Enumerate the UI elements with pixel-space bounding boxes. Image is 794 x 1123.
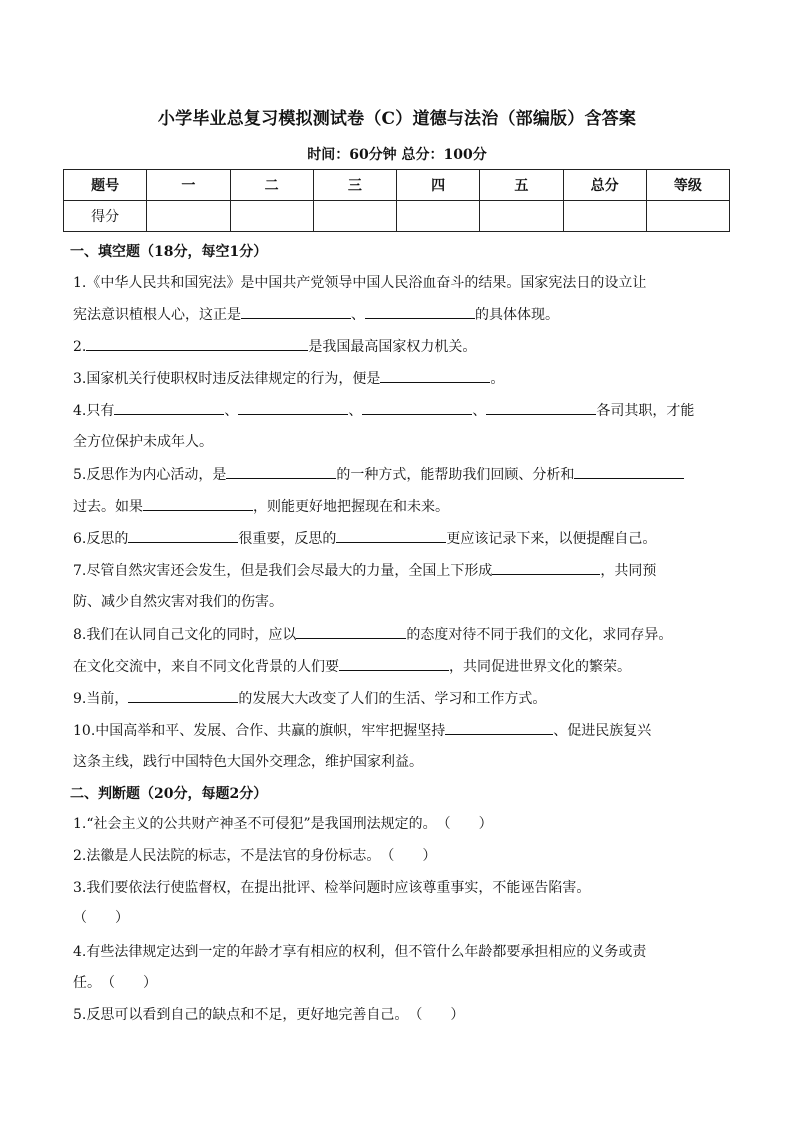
answer-parentheses[interactable]: （ ）	[101, 975, 157, 991]
header-cell: 五	[480, 170, 563, 201]
question-text: 是我国最高国家权力机关。	[308, 339, 477, 355]
question-text: 全方位保护未成年人。	[73, 434, 213, 450]
question-text: 3.国家机关行使职权时违反法律规定的行为，便是	[73, 371, 381, 387]
answer-blank[interactable]	[380, 368, 490, 383]
question-text: 、	[472, 403, 487, 419]
question-text: 、	[351, 307, 365, 323]
answer-blank[interactable]	[445, 720, 553, 735]
question-text: 3.我们要依法行使监督权，在提出批评、检举问题时应该尊重事实，不能诬告陷害。	[73, 880, 591, 896]
question-text: 过去。如果	[73, 499, 143, 515]
question-text: 各司其职，才能	[596, 403, 695, 419]
page-title: 小学毕业总复习模拟测试卷（C）道德与法治（部编版）含答案	[157, 109, 637, 129]
question-text: 。	[490, 371, 505, 387]
answer-blank[interactable]	[241, 304, 351, 319]
score-cell[interactable]	[147, 201, 230, 232]
question-text: 4.只有	[73, 403, 115, 419]
question-text: 、	[348, 403, 363, 419]
question-text: ，则能更好地把握现在和未来。	[253, 499, 449, 515]
question-text: 8.我们在认同自己文化的同时，应以	[73, 627, 297, 643]
question-text: 在文化交流中，来自不同文化背景的人们要	[73, 659, 339, 675]
answer-blank[interactable]	[492, 560, 600, 575]
question-text: 5.反思作为内心活动，是	[73, 467, 227, 483]
question-line	[73, 528, 728, 549]
header-cell: 三	[313, 170, 396, 201]
question-text: ，共同促进世界文化的繁荣。	[449, 659, 631, 675]
question-line	[73, 846, 728, 866]
section-heading-fill-in: 一、填空题（18分，每空1分）	[70, 244, 268, 260]
header-cell: 总分	[563, 170, 646, 201]
question-text: 6.反思的	[73, 531, 129, 547]
question-text: 5.反思可以看到自己的缺点和不足，更好地完善自己。	[73, 1007, 409, 1023]
question-text: 更应该记录下来，以便提醒自己。	[446, 531, 657, 547]
question-line	[73, 973, 728, 993]
question-text: 宪法意识植根人心，这正是	[73, 307, 241, 323]
score-table-score-row	[64, 201, 730, 232]
exam-time-and-score: 时间：60分钟 总分：100分	[307, 147, 487, 163]
question-line	[73, 336, 728, 357]
question-line	[73, 464, 728, 485]
question-text: ，共同预	[600, 563, 657, 579]
question-text: 10.中国高举和平、发展、合作、共赢的旗帜，牢牢把握坚持	[73, 723, 446, 739]
question-line	[73, 814, 728, 834]
score-table	[63, 169, 730, 232]
question-text: 1.“社会主义的公共财产神圣不可侵犯”是我国刑法规定的。	[73, 816, 437, 832]
score-cell[interactable]	[646, 201, 729, 232]
header-cell: 题号	[64, 170, 147, 201]
question-line	[73, 688, 728, 709]
question-text: 、	[224, 403, 239, 419]
question-text: 4.有些法律规定达到一定的年龄才享有相应的权利，但不管什么年龄都要承担相应的义务或责	[73, 944, 647, 960]
answer-parentheses[interactable]: （ ）	[436, 816, 493, 832]
answer-blank[interactable]	[362, 400, 472, 415]
question-text: 7.尽管自然灾害还会发生，但是我们会尽最大的力量，全国上下形成	[73, 563, 493, 579]
question-text: 很重要，反思的	[238, 531, 337, 547]
answer-blank[interactable]	[238, 400, 348, 415]
answer-parentheses[interactable]: （ ）	[408, 1007, 465, 1023]
row-label-cell: 得分	[64, 201, 147, 232]
answer-blank[interactable]	[574, 464, 684, 479]
answer-blank[interactable]	[336, 528, 446, 543]
section-heading-true-false: 二、判断题（20分，每题2分）	[70, 786, 268, 802]
question-line	[73, 656, 728, 677]
question-line	[73, 624, 728, 645]
question-line	[73, 400, 728, 421]
question-text: 这条主线，践行中国特色大国外交理念，维护国家利益。	[73, 754, 423, 770]
question-line	[73, 304, 728, 325]
answer-blank[interactable]	[114, 400, 224, 415]
question-line	[73, 1005, 728, 1025]
question-text: 2.	[73, 339, 87, 355]
answer-blank[interactable]	[128, 528, 238, 543]
answer-blank[interactable]	[339, 656, 449, 671]
answer-blank[interactable]	[128, 688, 238, 703]
header-cell: 一	[147, 170, 230, 201]
header-cell: 等级	[646, 170, 729, 201]
answer-blank[interactable]	[86, 336, 308, 351]
question-line	[73, 908, 728, 928]
answer-parentheses[interactable]: （ ）	[380, 848, 437, 864]
answer-blank[interactable]	[486, 400, 596, 415]
score-cell[interactable]	[480, 201, 563, 232]
question-line	[73, 560, 728, 581]
answer-blank[interactable]	[296, 624, 406, 639]
answer-parentheses[interactable]: （ ）	[73, 910, 129, 926]
question-text: 1.《中华人民共和国宪法》是中国共产党领导中国人民浴血奋斗的结果。国家宪法日的设立让	[73, 275, 647, 291]
score-cell[interactable]	[230, 201, 313, 232]
question-text: 的发展大大改变了人们的生活、学习和工作方式。	[238, 691, 547, 707]
score-cell[interactable]	[313, 201, 396, 232]
score-cell[interactable]	[563, 201, 646, 232]
score-cell[interactable]	[397, 201, 480, 232]
question-text: 、促进民族复兴	[553, 723, 652, 739]
question-line	[73, 720, 728, 741]
question-text: 的具体体现。	[475, 307, 559, 323]
question-text: 的一种方式，能帮助我们回顾、分析和	[336, 467, 575, 483]
answer-blank[interactable]	[226, 464, 336, 479]
score-table-header-row	[64, 170, 730, 201]
header-cell: 四	[397, 170, 480, 201]
question-text: 的态度对待不同于我们的文化，求同存异。	[406, 627, 673, 643]
answer-blank[interactable]	[143, 496, 253, 511]
answer-blank[interactable]	[365, 304, 475, 319]
question-line	[73, 496, 728, 517]
question-text: 9.当前，	[73, 691, 129, 707]
question-text: 防、减少自然灾害对我们的伤害。	[73, 594, 283, 610]
header-cell: 二	[230, 170, 313, 201]
question-line	[73, 368, 728, 389]
question-text: 任。	[73, 975, 101, 991]
question-text: 2.法徽是人民法院的标志，不是法官的身份标志。	[73, 848, 381, 864]
